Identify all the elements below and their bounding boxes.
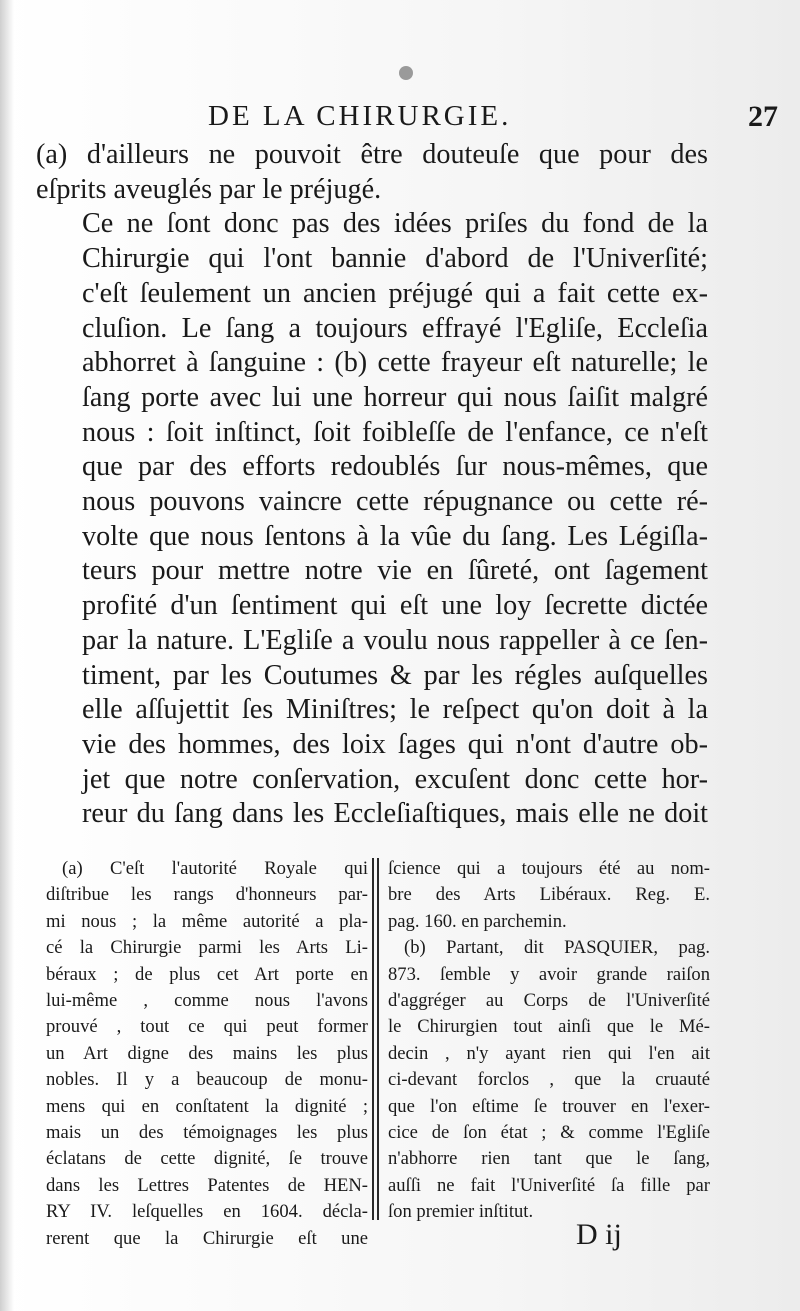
footnote-line: ſcience qui a toujours été au nom- (388, 858, 710, 879)
paragraph (36, 207, 708, 832)
footnote-line: diſtribue les rangs d'honneurs par- (46, 884, 368, 906)
footnote-column-right (388, 856, 710, 1226)
footnote-column-left (46, 856, 368, 1252)
footnote-line: le Chirurgien tout ainſi que le Mé- (388, 1016, 710, 1038)
text-line: reur du ſang dans les Eccleſiaſtiques, mais elle ne doit (82, 798, 708, 830)
text-line: nous : ſoit inſtinct, ſoit foibleſſe de l'enfance, ce n'eſt (82, 416, 708, 448)
footnote-line: un Art digne des mains les plus (46, 1042, 368, 1064)
text-line: timent, par les Coutumes & par les régles auſquelles (82, 659, 708, 691)
footnote-line: mens qui en conſtatent la dignité ; (46, 1095, 368, 1117)
text-line: profité d'un ſentiment qui eſt une loy ſecrette dictée (82, 590, 708, 622)
text-line: Ce ne ſont donc pas des idées priſes du fond de la (82, 208, 708, 240)
text-line: cluſion. Le ſang a toujours effrayé l'Egliſe, Eccleſia (82, 312, 708, 344)
footnote-line: nobles. Il y a beaucoup de monu- (46, 1069, 368, 1091)
footnote-line: lui-même , comme nous l'avons (46, 990, 368, 1012)
column-divider (377, 858, 379, 1220)
footnote-line: ci-devant forclos , que la cruauté (388, 1069, 710, 1091)
footnote-line: decin , n'y ayant rien qui l'en ait (388, 1042, 710, 1064)
signature-mark: D ij (576, 1218, 622, 1251)
text-line: Chirurgie qui l'ont bannie d'abord de l'Univerſité; (82, 243, 708, 275)
ornament-dot (399, 66, 413, 80)
footnote-line: auſſi ne fait l'Univerſité ſa fille par (388, 1174, 710, 1196)
running-head (36, 100, 780, 140)
footnote-line: pag. 160. en parchemin. (388, 910, 567, 932)
footnote-line: prouvé , tout ce qui peut former (46, 1016, 368, 1038)
text-line: nous pouvons vaincre cette répugnance ou cette ré- (82, 486, 708, 518)
footnote-line: 873. ſemble y avoir grande raiſon (388, 963, 710, 985)
footnote-line: d'aggréger au Corps de l'Univerſité (388, 990, 710, 1012)
running-title: DE LA CHIRURGIE. (208, 100, 512, 132)
footnote-line: bre des Arts Libéraux. Reg. E. (388, 884, 710, 906)
text-line: eſprits aveuglés par le préjugé. (36, 173, 382, 205)
text-line: (a) d'ailleurs ne pouvoit être douteuſe que pour des (36, 139, 708, 170)
text-line: volte que nous ſentons à la vûe du ſang. Les Légiſla- (82, 520, 708, 552)
footnote-line: mi nous ; la même autorité a pla- (46, 910, 368, 932)
footnote-line: cice de ſon état ; & comme l'Egliſe (388, 1122, 710, 1144)
text-line: elle aſſujettit ſes Miniſtres; le reſpect qu'on doit à la (82, 694, 708, 726)
footnote-line: que l'on eſtime ſe trouver en l'exer- (388, 1095, 710, 1117)
footnote-line: ſon premier inſtitut. (388, 1201, 534, 1223)
text-line: par la nature. L'Egliſe a voulu nous rappeller à ce ſen- (82, 624, 708, 656)
paragraph-continuation (36, 138, 708, 207)
footnote-line: cé la Chirurgie parmi les Arts Li- (46, 937, 368, 959)
column-divider (372, 858, 374, 1220)
main-text (36, 138, 708, 832)
footnote-line: mais un des témoignages les plus (46, 1122, 368, 1144)
footnote-line: n'abhorre rien tant que le ſang, (388, 1148, 710, 1170)
text-line: jet que notre conſervation, excuſent donc cette hor- (82, 763, 708, 795)
text-line: teurs pour mettre notre vie en ſûreté, ont ſagement (82, 555, 708, 587)
footnote-line: béraux ; de plus cet Art porte en (46, 963, 368, 985)
footnote-line: rerent que la Chirurgie eſt une (46, 1227, 368, 1249)
footnote-line: éclatans de cette dignité, ſe trouve (46, 1148, 368, 1170)
page-number: 27 (748, 100, 778, 133)
text-line: vie des hommes, des loix ſages qui n'ont d'autre ob- (82, 728, 708, 760)
footnote-line: dans les Lettres Patentes de HEN- (46, 1174, 368, 1196)
spine-shadow (0, 0, 14, 1311)
text-line: c'eſt ſeulement un ancien préjugé qui a fait cette ex- (82, 277, 708, 309)
text-line: que par des efforts redoublés ſur nous-mêmes, que (82, 451, 708, 483)
text-line: ſang porte avec lui une horreur qui nous ſaiſit malgré (82, 381, 708, 413)
footnote-line: (a) C'eſt l'autorité Royale qui (62, 858, 368, 879)
footnote-line: RY IV. leſquelles en 1604. décla- (46, 1201, 368, 1223)
text-line: abhorret à ſanguine : (b) cette frayeur eſt naturelle; le (82, 347, 708, 379)
footnote-line: (b) Partant, dit PASQUIER, pag. (404, 937, 710, 959)
